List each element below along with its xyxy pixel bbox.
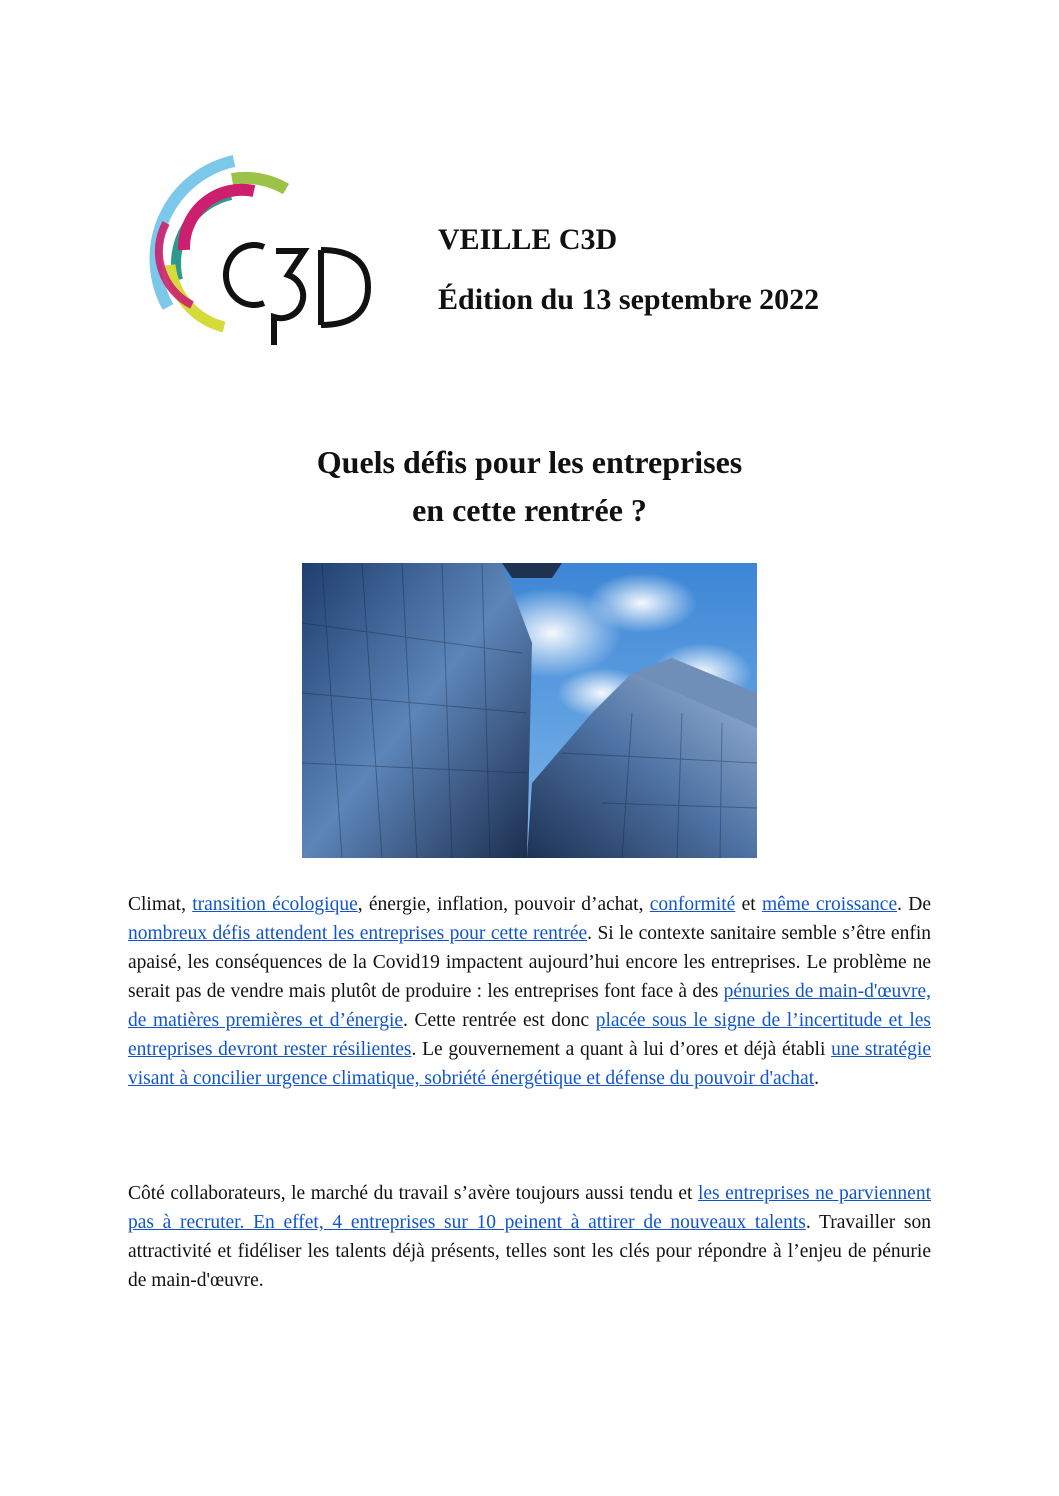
p2-text-1: Côté collaborateurs, le marché du travail s’avère toujours aussi tendu et: [128, 1183, 698, 1204]
logo-letter-3: [274, 251, 304, 345]
title-line-1: Quels défis pour les entreprises: [316, 444, 743, 480]
p1-text-8: .: [814, 1068, 819, 1089]
link-recruter[interactable]: les entreprises ne parviennent pas à recruter. En effet, 4 entreprises sur 10 peinent à attirer de nouveaux talents: [128, 1183, 932, 1233]
link-incertitude[interactable]: placée sous le signe de l’incertitude et les entreprises devront rester résilientes: [128, 1010, 931, 1060]
p1-text-3: et: [735, 894, 762, 915]
article-title: [0, 438, 1059, 534]
c3d-logo: [136, 155, 376, 360]
link-nombreux-defis[interactable]: nombreux défis attendent les entreprises pour cette rentrée: [128, 923, 588, 944]
logo-letter-d: [321, 250, 368, 325]
p1-text-5: . Si le contexte sanitaire semble s’être enfin apaisé, les conséquences de la Covid19 impactent aujourd’hui encore les entreprises. Le problème ne serait pas de vendre mais plutôt de produire : les entreprises font face à des: [128, 923, 931, 1002]
header-veille: VEILLE C3D: [438, 223, 618, 256]
p1-text-1: Climat,: [128, 894, 193, 915]
skyscrapers-photo: [302, 563, 757, 858]
header-edition-date: Édition du 13 septembre 2022: [438, 283, 820, 316]
link-strategie[interactable]: une stratégie visant à concilier urgence climatique, sobriété énergétique et défense du pouvoir d'achat: [128, 1039, 931, 1089]
p1-text-2: , énergie, inflation, pouvoir d’achat,: [357, 894, 650, 915]
link-transition-ecologique[interactable]: transition écologique: [192, 894, 358, 915]
p1-text-6: . Cette rentrée est donc: [403, 1010, 596, 1031]
link-meme-croissance[interactable]: même croissance: [761, 894, 898, 915]
p1-text-7: . Le gouvernement a quant à lui d’ores et déjà établi: [411, 1039, 832, 1060]
logo-arc-magenta: [184, 190, 254, 250]
paragraph-1: [128, 890, 931, 1093]
link-conformite[interactable]: conformité: [649, 894, 736, 915]
p1-text-4: . De: [897, 894, 931, 915]
p2-text-2: . Travailler son attractivité et fidéliser les talents déjà présents, telles sont les clés pour répondre à l’enjeu de pénurie de main-d'œuvre.: [128, 1212, 931, 1291]
logo-letter-c: [226, 245, 264, 305]
link-penuries[interactable]: pénuries de main-d'œuvre, de matières premières et d’énergie: [128, 981, 931, 1031]
title-line-2: en cette rentrée ?: [412, 492, 647, 528]
paragraph-2: [128, 1179, 931, 1295]
